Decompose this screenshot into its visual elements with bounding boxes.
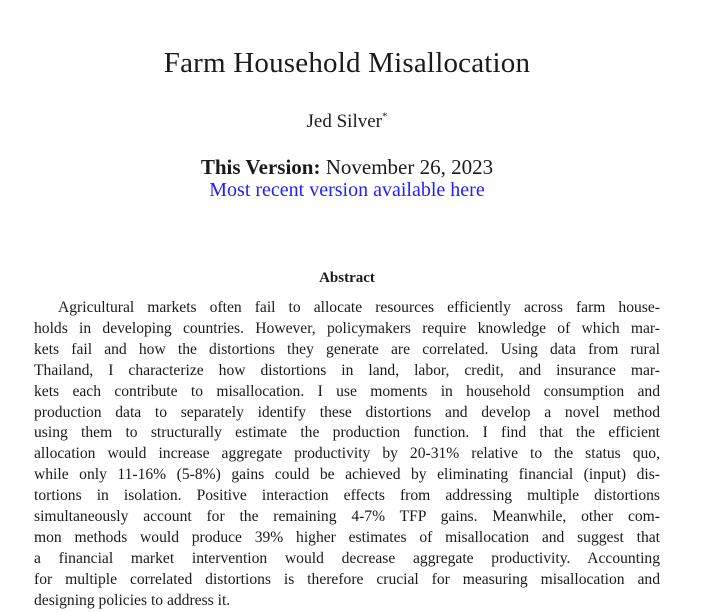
abstract-heading: Abstract [319,270,375,286]
author-footnote-mark[interactable]: * [381,110,388,123]
abstract-line: simultaneously account for the remaining 4-7% TFP gains. Meanwhile, other com- [34,508,660,526]
recent-version-line [0,177,694,203]
version-label: This Version: [200,155,321,179]
abstract-line: a financial market intervention would decrease aggregate productivity. Accounting [34,549,660,567]
abstract-line: using them to structurally estimate the production function. I find that the efficient [34,424,660,442]
abstract-line: Agricultural markets often fail to allocate resources efficiently across farm house- [58,299,660,316]
author-name: Jed Silver [306,111,382,132]
abstract-line: while only 11-16% (5-8%) gains could be achieved by eliminating financial (input) dis- [34,466,660,484]
version-date: November 26, 2023 [325,155,494,179]
abstract-line: designing policies to address it. [34,591,231,609]
abstract-line: production data to separately identify these distortions and develop a novel method [34,403,660,421]
recent-version-link[interactable]: Most recent version available here [209,179,485,201]
abstract-line: kets fail and how the distortions they generate are correlated. Using data from rural [34,340,660,358]
abstract-line: mon methods would produce 39% higher estimates of misallocation and suggest that [34,528,660,546]
abstract-line: allocation would increase aggregate productivity by 20-31% relative to the status quo, [34,445,660,463]
abstract-body [34,298,660,612]
author-line [0,110,694,134]
abstract-line: Thailand, I characterize how distortions in land, labor, credit, and insurance mar- [34,361,660,379]
abstract-line: tortions in isolation. Positive interaction effects from addressing multiple distortions [34,487,660,505]
paper-title: Farm Household Misallocation [163,47,531,79]
abstract-line: for multiple correlated distortions is therefore crucial for measuring misallocation and [34,570,660,588]
abstract-line: kets each contribute to misallocation. I use moments in household consumption and [34,382,660,400]
abstract-line: holds in developing countries. However, policymakers require knowledge of which mar- [34,319,660,337]
